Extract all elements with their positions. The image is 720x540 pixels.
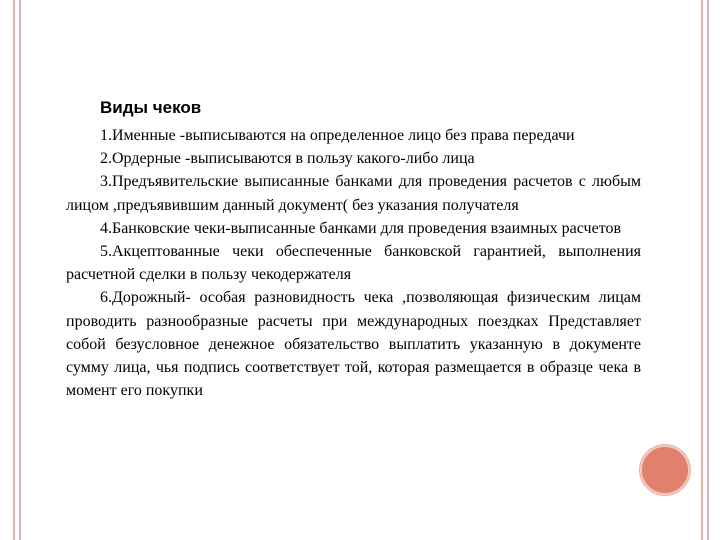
decorative-circle (640, 445, 690, 495)
left-border-line (13, 0, 15, 540)
left-border-line-inner (19, 0, 21, 540)
list-item: 5.Акцептованные чеки обеспеченные банковской гарантией, выполнения расчетной сделки в пользу чекодержателя (66, 243, 641, 284)
right-border-line-inner (701, 0, 703, 540)
list-item: 4.Банковские чеки-выписанные банками для проведения взаимных расчетов (100, 219, 622, 237)
right-border-line (707, 0, 709, 540)
slide-title: Виды чеков (100, 98, 202, 117)
slide-content (66, 96, 641, 402)
list-item: 1.Именные -выписываются на определенное лицо без права передачи (100, 127, 575, 144)
list-item: 2.Ордерные -выписываются в пользу какого-либо лица (100, 150, 475, 168)
list-item: 3.Предъявительские выписанные банками для проведения расчетов с любым лицом ,предъявившим данный документ( без указания получателя (66, 173, 641, 214)
list-item: 6.Дорожный- особая разновидность чека ,позволяющая физическим лицам проводить разнообразные расчеты при международных поездках Представляет собой безусловное денежное обязательство выплатить указанную в документе сумму лица, чья подпись соответствует той, которая размещается в образце чека в момент его покупки (66, 289, 641, 400)
